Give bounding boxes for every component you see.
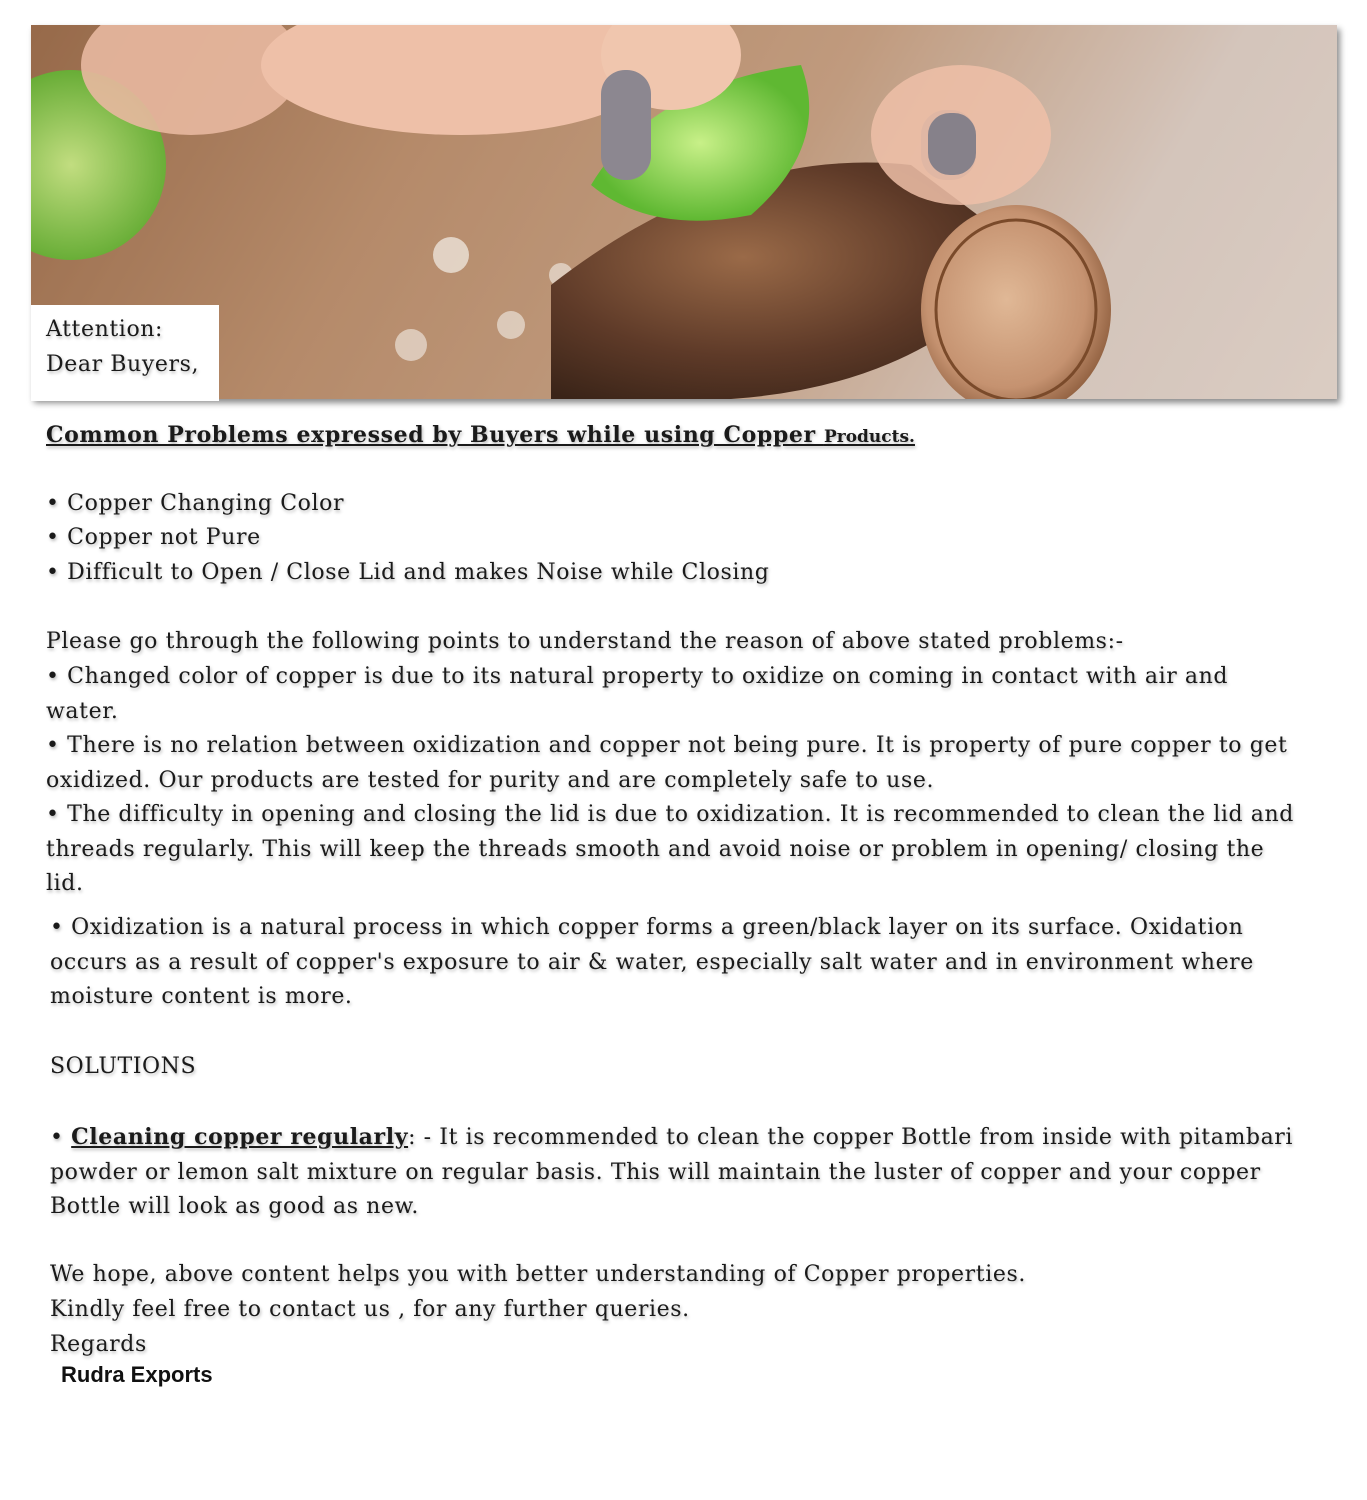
explanation-intro: Please go through the following points to understand the reason of above stated problems:- [46,629,1124,654]
company-signature: Rudra Exports [61,1362,213,1387]
solution-item [50,1120,1300,1225]
solutions-title: SOLUTIONS [50,1054,197,1079]
solution-bullet: • [50,1125,72,1150]
solution-text: : - It is recommended to clean the copper Bottle from inside with pitambari powder or lemon salt mixture on regular basis. This will maintain the luster of copper and your copper Bottle will look as good as new. [50,1125,1294,1220]
greeting: Dear Buyers, [46,352,200,377]
hands-lime-copper-bottle-image [31,25,1337,399]
problems-heading [46,418,915,455]
heading-small: Products. [823,427,915,447]
solution-label: Cleaning copper regularly [71,1124,409,1150]
explanation-point: • There is no relation between oxidization and copper not being pure. It is property of pure copper to get oxidized. Our products are tested for purity and are completely safe to use. [46,733,1288,793]
attention-label: Attention: [46,317,164,342]
closing-line: We hope, above content helps you with better understanding of Copper properties. [50,1262,1026,1287]
problem-item: • Copper Changing Color [46,491,345,516]
problem-item: • Difficult to Open / Close Lid and makes Noise while Closing [46,560,770,585]
explanation-point: • Oxidization is a natural process in which copper forms a green/black layer on its surface. Oxidation occurs as a result of copper's exposure to air & water, especially salt water and in environment where moisture content is more. [50,915,1254,1010]
explanation-point: • The difficulty in opening and closing the lid is due to oxidization. It is recommended to clean the lid and threads regularly. This will keep the threads smooth and avoid noise or problem in opening/ closing the lid. [46,802,1294,897]
heading-main: Common Problems expressed by Buyers while using Copper [46,422,824,448]
regards: Regards [50,1332,147,1357]
problem-item: • Copper not Pure [46,525,261,550]
banner-photo [31,25,1337,399]
explanation-point: • Changed color of copper is due to its natural property to oxidize on coming in contact with air and water. [46,664,1229,724]
closing-line: Kindly feel free to contact us , for any further queries. [50,1297,690,1322]
